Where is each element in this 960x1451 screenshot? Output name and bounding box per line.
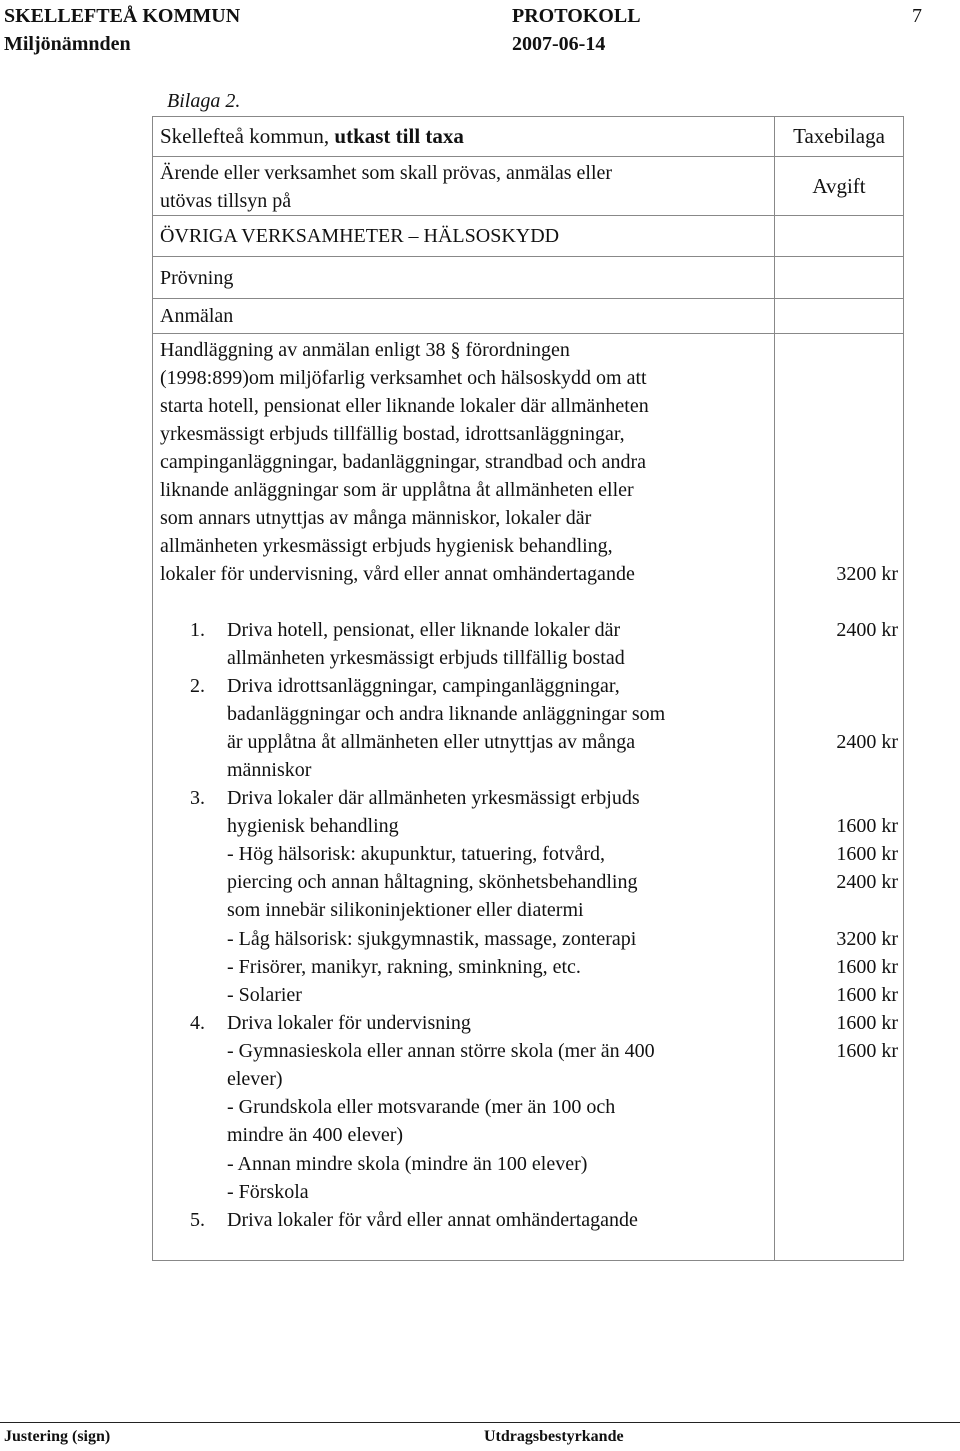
list-line: - Förskola <box>227 1181 309 1203</box>
fee-amount: 2400 kr <box>836 619 898 641</box>
bilaga-label: Bilaga 2. <box>167 90 241 112</box>
section-title: ÖVRIGA VERKSAMHETER – HÄLSOSKYDD <box>160 225 560 247</box>
header-org: SKELLEFTEÅ KOMMUN <box>4 5 241 27</box>
fee-amount: 1600 kr <box>836 984 898 1006</box>
header-date: 2007-06-14 <box>512 33 606 55</box>
provning-label: Prövning <box>160 267 234 289</box>
list-line: piercing och annan håltagning, skönhetsbehandling <box>227 871 638 893</box>
fee-amount: 2400 kr <box>836 731 898 753</box>
list-line: mindre än 400 elever) <box>227 1124 404 1146</box>
footer-utdragsbestyrkande: Utdragsbestyrkande <box>484 1428 624 1445</box>
subject-header-line: Ärende eller verksamhet som skall prövas, anmälas eller <box>160 162 613 184</box>
list-number: 4. <box>190 1012 205 1034</box>
intro-line: starta hotell, pensionat eller liknande lokaler där allmänheten <box>160 395 649 417</box>
list-line: allmänheten yrkesmässigt erbjuds tillfällig bostad <box>227 647 625 669</box>
fee-amount: 1600 kr <box>836 1040 898 1062</box>
intro-line: allmänheten yrkesmässigt erbjuds hygienisk behandling, <box>160 535 613 557</box>
fee-amount: 1600 kr <box>836 956 898 978</box>
table-title: Skellefteå kommun, utkast till taxa <box>160 124 464 148</box>
list-number: 2. <box>190 675 205 697</box>
list-line: Driva lokaler där allmänheten yrkesmässigt erbjuds <box>227 787 640 809</box>
intro-line: som annars utnyttjas av många människor, lokaler där <box>160 507 592 529</box>
row-divider <box>152 298 904 299</box>
list-line: elever) <box>227 1068 283 1090</box>
list-line: Driva lokaler för undervisning <box>227 1012 471 1034</box>
list-line: människor <box>227 759 312 781</box>
intro-line: (1998:899)om miljöfarlig verksamhet och hälsoskydd om att <box>160 367 647 389</box>
column-divider <box>774 116 775 1261</box>
intro-line: Handläggning av anmälan enligt 38 § förordningen <box>160 339 570 361</box>
list-number: 1. <box>190 619 205 641</box>
list-line: - Grundskola eller motsvarande (mer än 100 och <box>227 1096 616 1118</box>
list-line: - Hög hälsorisk: akupunktur, tatuering, fotvård, <box>227 843 606 865</box>
list-line: som innebär silikoninjektioner eller diatermi <box>227 899 584 921</box>
row-divider <box>152 333 904 334</box>
page-number: 7 <box>912 5 922 27</box>
intro-line: campinganläggningar, badanläggningar, strandbad och andra <box>160 451 646 473</box>
row-divider <box>152 156 904 157</box>
taxebilaga-label: Taxebilaga <box>793 124 885 148</box>
fee-amount: 1600 kr <box>836 843 898 865</box>
list-number: 3. <box>190 787 205 809</box>
footer-justering: Justering (sign) <box>4 1428 111 1445</box>
list-line: Driva hotell, pensionat, eller liknande lokaler där <box>227 619 621 641</box>
row-divider <box>152 256 904 257</box>
fee-header: Avgift <box>812 174 866 198</box>
intro-line: yrkesmässigt erbjuds tillfällig bostad, idrottsanläggningar, <box>160 423 625 445</box>
fee-amount: 1600 kr <box>836 1012 898 1034</box>
list-line: badanläggningar och andra liknande anläggningar som <box>227 703 666 725</box>
list-line: Driva lokaler för vård eller annat omhändertagande <box>227 1209 638 1231</box>
row-divider <box>152 215 904 216</box>
list-line: - Låg hälsorisk: sjukgymnastik, massage, zonterapi <box>227 928 637 950</box>
list-line: - Solarier <box>227 984 302 1006</box>
header-committee: Miljönämnden <box>4 33 131 55</box>
intro-line: lokaler för undervisning, vård eller annat omhändertagande <box>160 563 635 585</box>
list-line: hygienisk behandling <box>227 815 399 837</box>
footer-rule <box>0 1422 960 1423</box>
list-line: Driva idrottsanläggningar, campinganläggningar, <box>227 675 620 697</box>
list-line: är upplåtna åt allmänheten eller utnyttjas av många <box>227 731 636 753</box>
anmalan-label: Anmälan <box>160 305 234 327</box>
header-doc-type: PROTOKOLL <box>512 5 641 27</box>
subject-header-line: utövas tillsyn på <box>160 190 292 212</box>
list-line: - Gymnasieskola eller annan större skola (mer än 400 <box>227 1040 655 1062</box>
list-line: - Frisörer, manikyr, rakning, sminkning, etc. <box>227 956 581 978</box>
fee-amount: 3200 kr <box>836 563 898 585</box>
fee-amount: 2400 kr <box>836 871 898 893</box>
list-line: - Annan mindre skola (mindre än 100 elever) <box>227 1153 588 1175</box>
intro-line: liknande anläggningar som är upplåtna åt allmänheten eller <box>160 479 634 501</box>
fee-amount: 1600 kr <box>836 815 898 837</box>
fee-amount: 3200 kr <box>836 928 898 950</box>
list-number: 5. <box>190 1209 205 1231</box>
